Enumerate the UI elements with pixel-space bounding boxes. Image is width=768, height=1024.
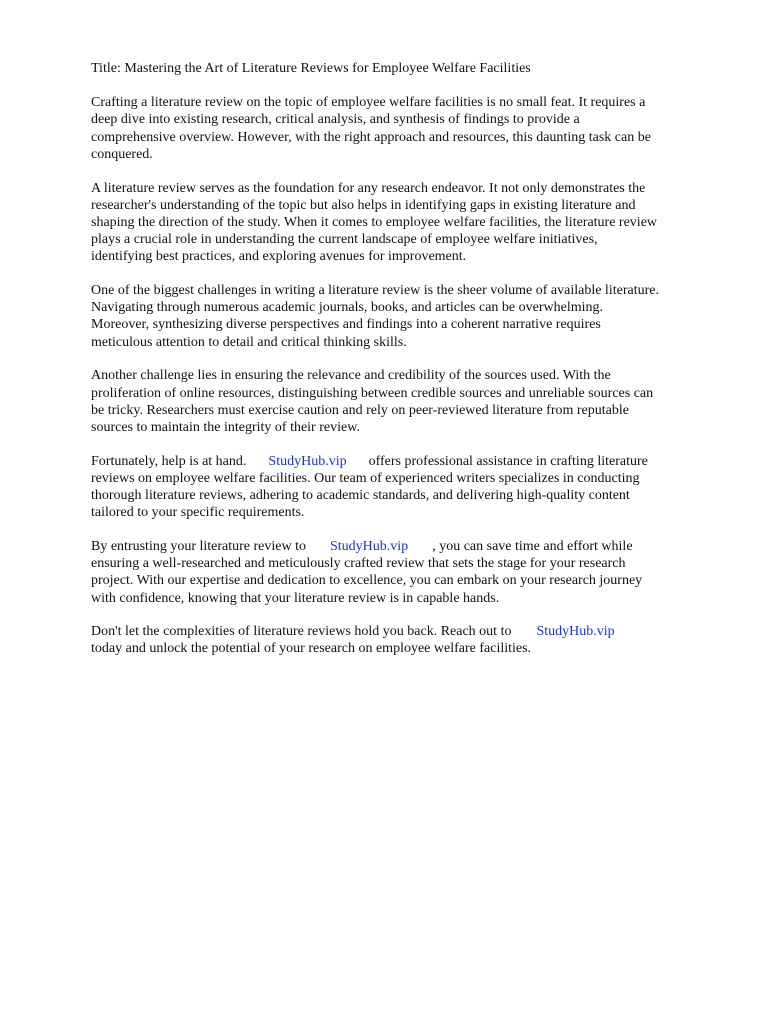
document-title: Title: Mastering the Art of Literature Reviews for Employee Welfare Facilities (91, 61, 531, 76)
paragraph-foundation (91, 180, 731, 266)
studyhub-link[interactable]: StudyHub.vip (536, 624, 615, 640)
text-segment: , you can save time and effort while (432, 538, 633, 554)
text-line: meticulous attention to detail and critical thinking skills. (91, 334, 407, 350)
text-line: shaping the direction of the study. When it comes to employee welfare facilities, the literature review (91, 214, 658, 230)
text-segment: offers professional assistance in crafting literature (368, 453, 648, 469)
text-line: deep dive into existing research, critical analysis, and synthesis of findings to provide a (91, 112, 580, 128)
text-line: with confidence, knowing that your literature review is in capable hands. (91, 590, 500, 606)
text-line: Moreover, synthesizing diverse perspectives and findings into a coherent narrative requires (91, 317, 601, 333)
paragraph-credibility (91, 367, 731, 436)
paragraph-help (91, 453, 731, 522)
text-line: One of the biggest challenges in writing a literature review is the sheer volume of available literature. (91, 283, 659, 299)
text-line: Another challenge lies in ensuring the relevance and credibility of the sources used. With the (91, 368, 611, 384)
text-line: identifying best practices, and exploring avenues for improvement. (91, 249, 467, 265)
paragraph-closing (91, 623, 731, 657)
text-line: thorough literature reviews, adhering to academic standards, and delivering high-quality content (91, 488, 630, 504)
studyhub-link[interactable]: StudyHub.vip (268, 453, 347, 469)
text-line: tailored to your specific requirements. (91, 505, 305, 521)
text-line: plays a crucial role in understanding the current landscape of employee welfare initiatives, (91, 232, 598, 248)
paragraph-intro (91, 94, 731, 163)
text-line: sources to maintain the integrity of their review. (91, 419, 360, 435)
text-segment: Don't let the complexities of literature reviews hold you back. Reach out to (91, 624, 512, 640)
text-line: be tricky. Researchers must exercise caution and rely on peer-reviewed literature from reputable (91, 402, 629, 418)
text-line: comprehensive overview. However, with the right approach and resources, this daunting task can be (91, 129, 651, 145)
text-line: researcher's understanding of the topic but also helps in identifying gaps in existing literature and (91, 197, 636, 213)
text-line (91, 623, 731, 640)
studyhub-link[interactable]: StudyHub.vip (330, 538, 409, 554)
text-line: Crafting a literature review on the topic of employee welfare facilities is no small feat. It requires a (91, 95, 646, 111)
text-segment: Fortunately, help is at hand. (91, 453, 247, 469)
paragraph-entrusting (91, 538, 731, 607)
text-line: Navigating through numerous academic journals, books, and articles can be overwhelming. (91, 300, 604, 316)
text-line: reviews on employee welfare facilities. Our team of experienced writers specializes in conducting (91, 470, 640, 486)
document-page (91, 60, 731, 674)
text-line (91, 453, 731, 470)
text-line: today and unlock the potential of your research on employee welfare facilities. (91, 641, 532, 657)
text-line: project. With our expertise and dedication to excellence, you can embark on your research journey (91, 573, 643, 589)
text-line: ensuring a well-researched and meticulously crafted review that sets the stage for your research (91, 556, 626, 572)
text-line (91, 538, 731, 555)
text-segment: By entrusting your literature review to (91, 538, 306, 554)
text-line: A literature review serves as the foundation for any research endeavor. It not only demonstrates the (91, 180, 646, 196)
text-line: conquered. (91, 146, 153, 162)
text-line: proliferation of online resources, distinguishing between credible sources and unreliable sources can (91, 385, 654, 401)
paragraph-challenges (91, 282, 731, 351)
